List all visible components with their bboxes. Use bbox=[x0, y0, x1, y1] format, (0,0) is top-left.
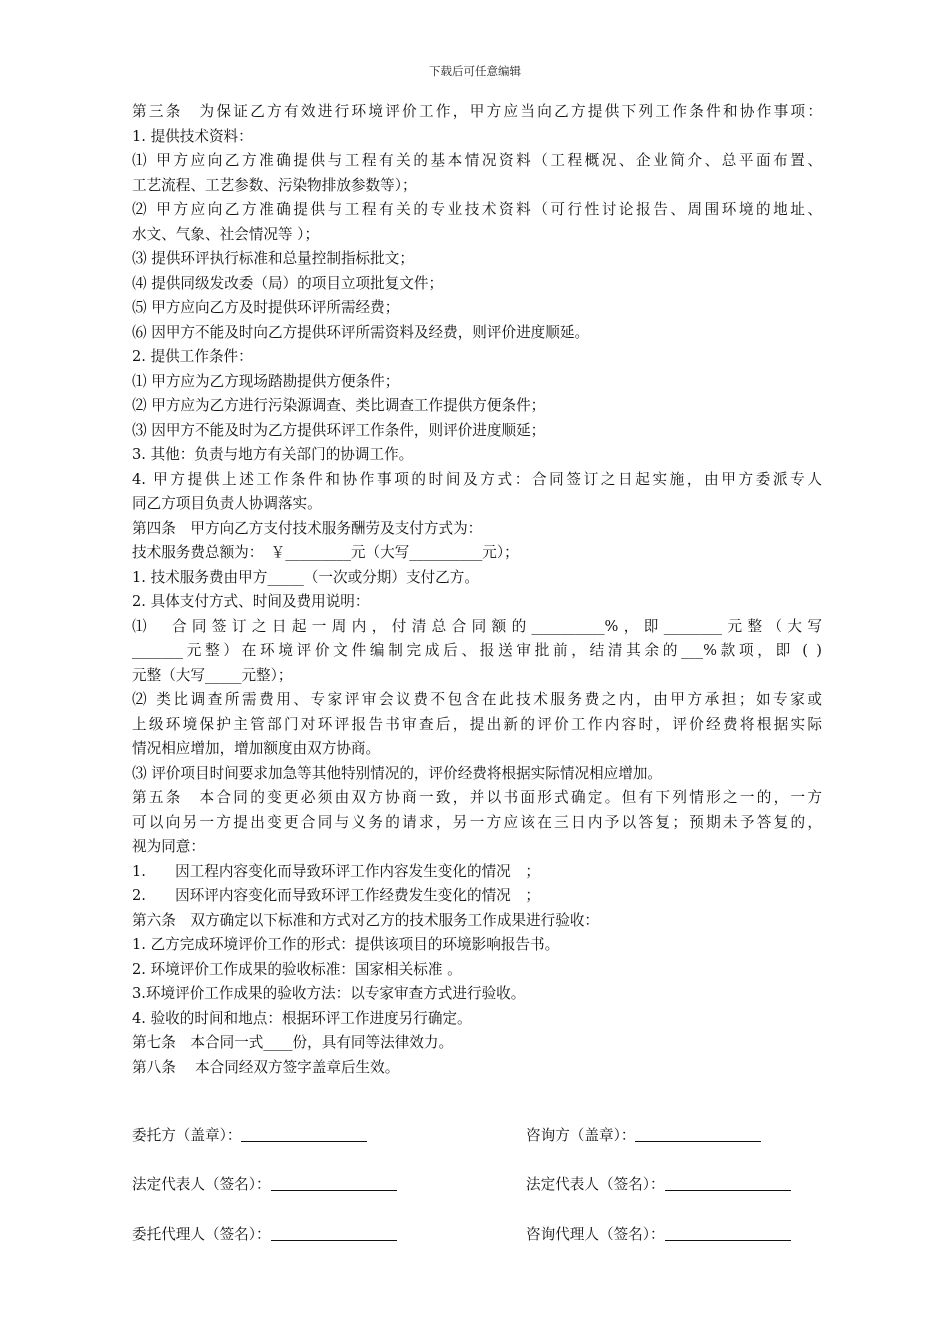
consultant-legal-rep-field[interactable] bbox=[665, 1174, 791, 1191]
text-line: 4. 甲方提供上述工作条件和协作事项的时间及方式：合同签订之日起实施，由甲方委派专人 bbox=[132, 470, 822, 488]
text-line: 可以向另一方提出变更合同与义务的请求，另一方应该在三日内予以答复；预期未予答复的， bbox=[132, 813, 822, 831]
text-line: 同乙方项目负责人协调落实。 bbox=[132, 495, 322, 512]
text-line: _______元整）在环境评价文件编制完成后、报送审批前，结清其余的___%款项，即 ( ) bbox=[132, 642, 822, 659]
text-line: 情况相应增加，增加额度由双方协商。 bbox=[132, 740, 381, 757]
text-line: 第七条 本合同一式____份，具有同等法律效力。 bbox=[132, 1034, 454, 1051]
text-line: ⑶ 因甲方不能及时为乙方提供环评工作条件，则评价进度顺延； bbox=[132, 421, 546, 439]
consultant-agent-row bbox=[526, 1223, 846, 1244]
text-line: 1. 乙方完成环境评价工作的形式：提供该项目的环境影响报告书。 bbox=[132, 936, 560, 953]
client-seal-label: 委托方（盖章）： bbox=[132, 1127, 242, 1144]
text-line: 4. 验收的时间和地点：根据环评工作进度另行确定。 bbox=[132, 1009, 472, 1027]
text-line: 3. 其他：负责与地方有关部门的协调工作。 bbox=[132, 446, 414, 463]
text-line: 2. 提供工作条件： bbox=[132, 348, 253, 365]
text-line: ⑵ 类比调查所需费用、专家评审会议费不包含在此技术服务费之内，由甲方承担；如专家或 bbox=[132, 691, 822, 708]
client-legal-rep-label: 法定代表人（签名）： bbox=[132, 1176, 271, 1193]
text-line: ⑴ 甲方应为乙方现场踏勘提供方便条件； bbox=[132, 372, 400, 390]
text-line: 2. 环境评价工作成果的验收标准：国家相关标准 。 bbox=[132, 960, 462, 978]
text-line: 第五条 本合同的变更必须由双方协商一致，并以书面形式确定。但有下列情形之一的，一方 bbox=[132, 789, 822, 806]
text-line: 第四条 甲方向乙方支付技术服务酬劳及支付方式为： bbox=[132, 519, 483, 537]
consultant-legal-rep-row bbox=[526, 1173, 846, 1194]
client-seal-field[interactable] bbox=[241, 1125, 367, 1142]
text-line: ⑵ 甲方应向乙方准确提供与工程有关的专业技术资料（可行性讨论报告、周围环境的地址、 bbox=[132, 201, 822, 218]
text-line: ⑹ 因甲方不能及时向乙方提供环评所需资料及经费，则评价进度顺延。 bbox=[132, 323, 590, 341]
consultant-seal-label: 咨询方（盖章）： bbox=[526, 1127, 636, 1144]
text-line: 1. 技术服务费由甲方_____（一次或分期）支付乙方。 bbox=[132, 568, 479, 586]
text-line: 第三条 为保证乙方有效进行环境评价工作，甲方应当向乙方提供下列工作条件和协作事项： bbox=[132, 103, 822, 120]
client-agent-field[interactable] bbox=[271, 1224, 397, 1241]
text-line: ⑸ 甲方应向乙方及时提供环评所需经费； bbox=[132, 299, 400, 316]
client-legal-rep-row bbox=[132, 1173, 452, 1194]
text-line: 水文、气象、社会情况等 ）； bbox=[132, 225, 320, 243]
text-line: 第六条 双方确定以下标准和方式对乙方的技术服务工作成果进行验收： bbox=[132, 911, 600, 929]
text-line: 1. 因工程内容变化而导致环评工作内容发生变化的情况 ； bbox=[132, 862, 540, 880]
text-line: 3.环境评价工作成果的验收方法：以专家审查方式进行验收。 bbox=[132, 985, 526, 1002]
text-line: ⑶ 评价项目时间要求加急等其他特别情况的，评价经费将根据实际情况相应增加。 bbox=[132, 764, 663, 782]
text-line: ⑶ 提供环评执行标准和总量控制指标批文； bbox=[132, 250, 414, 267]
consultant-legal-rep-label: 法定代表人（签名）： bbox=[526, 1176, 665, 1193]
text-line: 技术服务费总额为： ￥_________元（大写__________元）； bbox=[132, 544, 519, 561]
text-line: 第八条 本合同经双方签字盖章后生效。 bbox=[132, 1058, 400, 1076]
text-line: 元整（大写_____元整）； bbox=[132, 666, 293, 684]
text-line: 2. 具体支付方式、时间及费用说明： bbox=[132, 593, 370, 610]
text-line: 工艺流程、工艺参数、污染物排放参数等）； bbox=[132, 176, 417, 194]
text-line: 上级环境保护主管部门对环评报告书审查后，提出新的评价工作内容时，评价经费将根据实际 bbox=[132, 715, 822, 733]
client-seal-row bbox=[132, 1124, 452, 1145]
page-header: 下载后可任意编辑 bbox=[429, 64, 521, 78]
client-agent-row bbox=[132, 1223, 452, 1244]
contract-body bbox=[132, 100, 822, 1080]
text-line: ⑷ 提供同级发改委（局）的项目立项批复文件； bbox=[132, 274, 444, 292]
consultant-agent-field[interactable] bbox=[665, 1224, 791, 1241]
text-line: 1. 提供技术资料： bbox=[132, 127, 253, 145]
client-agent-label: 委托代理人（签名）： bbox=[132, 1226, 271, 1243]
text-line: ⑴ 合同签订之日起一周内，付清总合同额的__________%，即________元整（大写 bbox=[132, 617, 822, 635]
consultant-seal-row bbox=[526, 1124, 846, 1145]
text-line: 2. 因环评内容变化而导致环评工作经费发生变化的情况 ； bbox=[132, 887, 540, 904]
text-line: ⑵ 甲方应为乙方进行污染源调查、类比调查工作提供方便条件； bbox=[132, 397, 546, 414]
consultant-agent-label: 咨询代理人（签名）： bbox=[526, 1226, 665, 1243]
text-line: ⑴ 甲方应向乙方准确提供与工程有关的基本情况资料（工程概况、企业简介、总平面布置、 bbox=[132, 152, 822, 169]
consultant-seal-field[interactable] bbox=[635, 1125, 761, 1142]
text-line: 视为同意： bbox=[132, 838, 205, 855]
client-legal-rep-field[interactable] bbox=[271, 1174, 397, 1191]
